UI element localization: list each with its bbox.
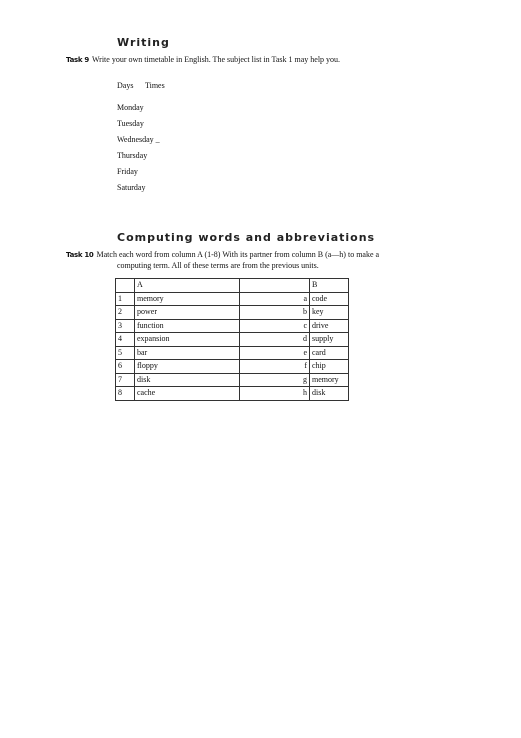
column-a-word: cache bbox=[135, 387, 240, 401]
column-b-word: memory bbox=[310, 373, 349, 387]
table-row bbox=[116, 373, 349, 387]
row-number: 6 bbox=[116, 360, 135, 374]
table-body bbox=[116, 292, 349, 400]
column-a-word: expansion bbox=[135, 333, 240, 347]
task-10-label: Task 10 bbox=[66, 251, 94, 259]
header-mid-cell bbox=[240, 279, 310, 293]
computing-heading: Computing words and abbreviations bbox=[117, 231, 376, 244]
column-b-letter: h bbox=[240, 387, 310, 401]
day-item: Saturday bbox=[117, 183, 146, 192]
table-row bbox=[116, 319, 349, 333]
column-b-word: disk bbox=[310, 387, 349, 401]
day-item: Wednesday _ bbox=[117, 135, 160, 144]
header-col-a: A bbox=[135, 279, 240, 293]
task-9-text: Write your own timetable in English. The subject list in Task 1 may help you. bbox=[91, 55, 341, 64]
column-b-word: supply bbox=[310, 333, 349, 347]
row-number: 1 bbox=[116, 292, 135, 306]
table-row bbox=[116, 292, 349, 306]
column-b-letter: f bbox=[240, 360, 310, 374]
task-10-text-line2: computing term. All of these terms are from the previous units. bbox=[117, 261, 319, 270]
column-a-word: memory bbox=[135, 292, 240, 306]
header-col-b: B bbox=[310, 279, 349, 293]
column-a-word: disk bbox=[135, 373, 240, 387]
day-item: Friday bbox=[117, 167, 138, 176]
row-number: 7 bbox=[116, 373, 135, 387]
column-b-word: chip bbox=[310, 360, 349, 374]
header-num-cell bbox=[116, 279, 135, 293]
column-b-letter: g bbox=[240, 373, 310, 387]
column-b-letter: c bbox=[240, 319, 310, 333]
day-item: Tuesday bbox=[117, 119, 144, 128]
table-header-row bbox=[116, 279, 349, 293]
task-9-label: Task 9 bbox=[66, 56, 89, 64]
column-a-word: floppy bbox=[135, 360, 240, 374]
table-row bbox=[116, 387, 349, 401]
column-b-letter: b bbox=[240, 306, 310, 320]
column-a-word: power bbox=[135, 306, 240, 320]
row-number: 2 bbox=[116, 306, 135, 320]
row-number: 8 bbox=[116, 387, 135, 401]
day-item: Monday bbox=[117, 103, 144, 112]
column-a-word: bar bbox=[135, 346, 240, 360]
task-10-text-line1: Match each word from column A (1-8) With its partner from column B (a—h) to make a bbox=[96, 250, 380, 259]
days-list bbox=[117, 100, 160, 196]
task-9-line bbox=[66, 54, 340, 66]
column-b-letter: d bbox=[240, 333, 310, 347]
column-b-word: key bbox=[310, 306, 349, 320]
column-a-word: function bbox=[135, 319, 240, 333]
row-number: 3 bbox=[116, 319, 135, 333]
row-number: 4 bbox=[116, 333, 135, 347]
days-header: Days bbox=[117, 81, 134, 90]
column-b-letter: a bbox=[240, 292, 310, 306]
table-row bbox=[116, 360, 349, 374]
writing-heading: Writing bbox=[117, 36, 170, 49]
row-number: 5 bbox=[116, 346, 135, 360]
table-row bbox=[116, 346, 349, 360]
column-b-letter: e bbox=[240, 346, 310, 360]
matching-table bbox=[115, 278, 349, 401]
table-row bbox=[116, 333, 349, 347]
column-b-word: code bbox=[310, 292, 349, 306]
times-header: Times bbox=[145, 81, 165, 90]
column-b-word: card bbox=[310, 346, 349, 360]
table-row bbox=[116, 306, 349, 320]
column-b-word: drive bbox=[310, 319, 349, 333]
day-item: Thursday bbox=[117, 151, 148, 160]
